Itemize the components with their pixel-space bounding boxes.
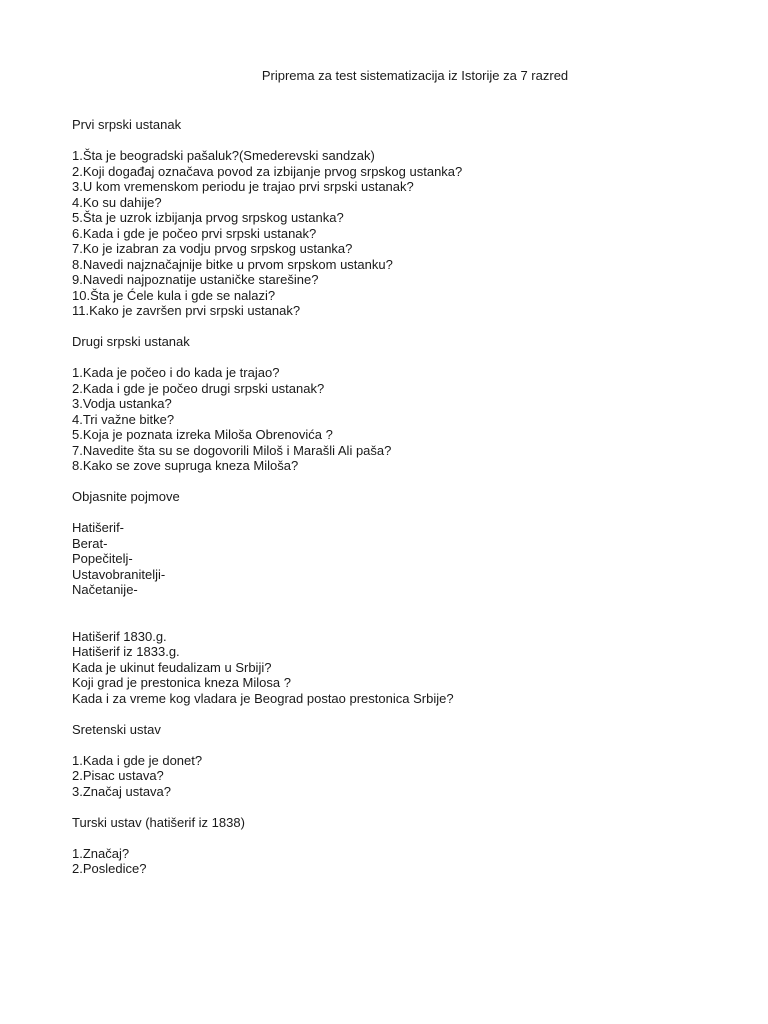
- term-item: Hatišerif-: [72, 520, 125, 535]
- section-heading-sretenje-constitution: Sretenski ustav: [72, 721, 161, 737]
- section-heading-first-uprising: Prvi srpski ustanak: [72, 117, 182, 132]
- question-item: 1.Značaj?: [72, 845, 130, 861]
- spacer: [72, 474, 712, 490]
- question-item: 1.Kada i gde je donet?: [72, 752, 203, 768]
- question-item: 11.Kako je završen prvi srpski ustanak?: [72, 303, 301, 318]
- section-heading-terms: Objasnite pojmove: [72, 489, 180, 504]
- question-item: 2.Koji događaj označava povod za izbijanje prvog srpskog ustanka?: [72, 163, 463, 179]
- question-item: 4.Tri važne bitke?: [72, 411, 175, 427]
- question-item: 6.Kada i gde je počeo prvi srpski ustanak?: [72, 225, 317, 241]
- spacer: [72, 737, 712, 753]
- question-item: 8.Kako se zove supruga kneza Miloša?: [72, 458, 299, 473]
- question-item: 2.Kada i gde je počeo drugi srpski ustanak?: [72, 380, 325, 396]
- question-list-first-uprising: [72, 148, 712, 319]
- spacer: [72, 706, 712, 722]
- question-item: 4.Ko su dahije?: [72, 194, 162, 210]
- question-item: 7.Ko je izabran za vodju prvog srpskog ustanka?: [72, 241, 353, 256]
- question-item: 8.Navedi najznačajnije bitke u prvom srpskom ustanku?: [72, 256, 393, 272]
- section-heading-turkish-constitution: Turski ustav (hatišerif iz 1838): [72, 814, 245, 830]
- spacer: [72, 505, 712, 521]
- question-item: 3.Značaj ustava?: [72, 783, 172, 799]
- spacer: [72, 598, 712, 629]
- term-item: Načetanije-: [72, 582, 138, 597]
- question-list-sretenje: [72, 753, 712, 800]
- question-item: Koji grad je prestonica kneza Milosa ?: [72, 675, 291, 690]
- question-item: 3.U kom vremenskom periodu je trajao prvi srpski ustanak?: [72, 179, 414, 194]
- question-item: 2.Pisac ustava?: [72, 768, 164, 783]
- spacer: [72, 799, 712, 815]
- question-item: 1.Šta je beogradski pašaluk?(Smederevski sandzak): [72, 148, 375, 163]
- document-title: Priprema za test sistematizacija iz Istorije za 7 razred: [261, 68, 569, 83]
- spacer: [72, 133, 712, 149]
- question-item: Hatišerif iz 1833.g.: [72, 644, 180, 659]
- term-list: [72, 520, 712, 598]
- section-heading-second-uprising: Drugi srpski ustanak: [72, 334, 190, 349]
- question-item: 9.Navedi najpoznatije ustaničke starešine?: [72, 272, 319, 287]
- question-item: 5.Koja je poznata izreka Miloša Obrenovića ?: [72, 427, 333, 442]
- question-item: Kada i za vreme kog vladara je Beograd postao prestonica Srbije?: [72, 690, 454, 706]
- question-list-turkish: [72, 846, 712, 877]
- misc-question-list: [72, 629, 712, 707]
- term-item: Berat-: [72, 535, 108, 551]
- spacer: [72, 319, 712, 335]
- question-item: Hatišerif 1830.g.: [72, 628, 167, 644]
- question-item: 5.Šta je uzrok izbijanja prvog srpskog ustanka?: [72, 210, 344, 225]
- question-item: 3.Vodja ustanka?: [72, 396, 172, 411]
- spacer: [72, 830, 712, 846]
- term-item: Ustavobranitelji-: [72, 566, 166, 582]
- question-list-second-uprising: [72, 365, 712, 474]
- question-item: 2.Posledice?: [72, 861, 147, 876]
- question-item: Kada je ukinut feudalizam u Srbiji?: [72, 659, 272, 675]
- question-item: 1.Kada je počeo i do kada je trajao?: [72, 365, 280, 380]
- question-item: 7.Navedite šta su se dogovorili Miloš i Marašli Ali paša?: [72, 442, 392, 458]
- spacer: [72, 350, 712, 366]
- document-body: [72, 117, 712, 877]
- question-item: 10.Šta je Ćele kula i gde se nalazi?: [72, 287, 276, 303]
- term-item: Popečitelj-: [72, 551, 133, 566]
